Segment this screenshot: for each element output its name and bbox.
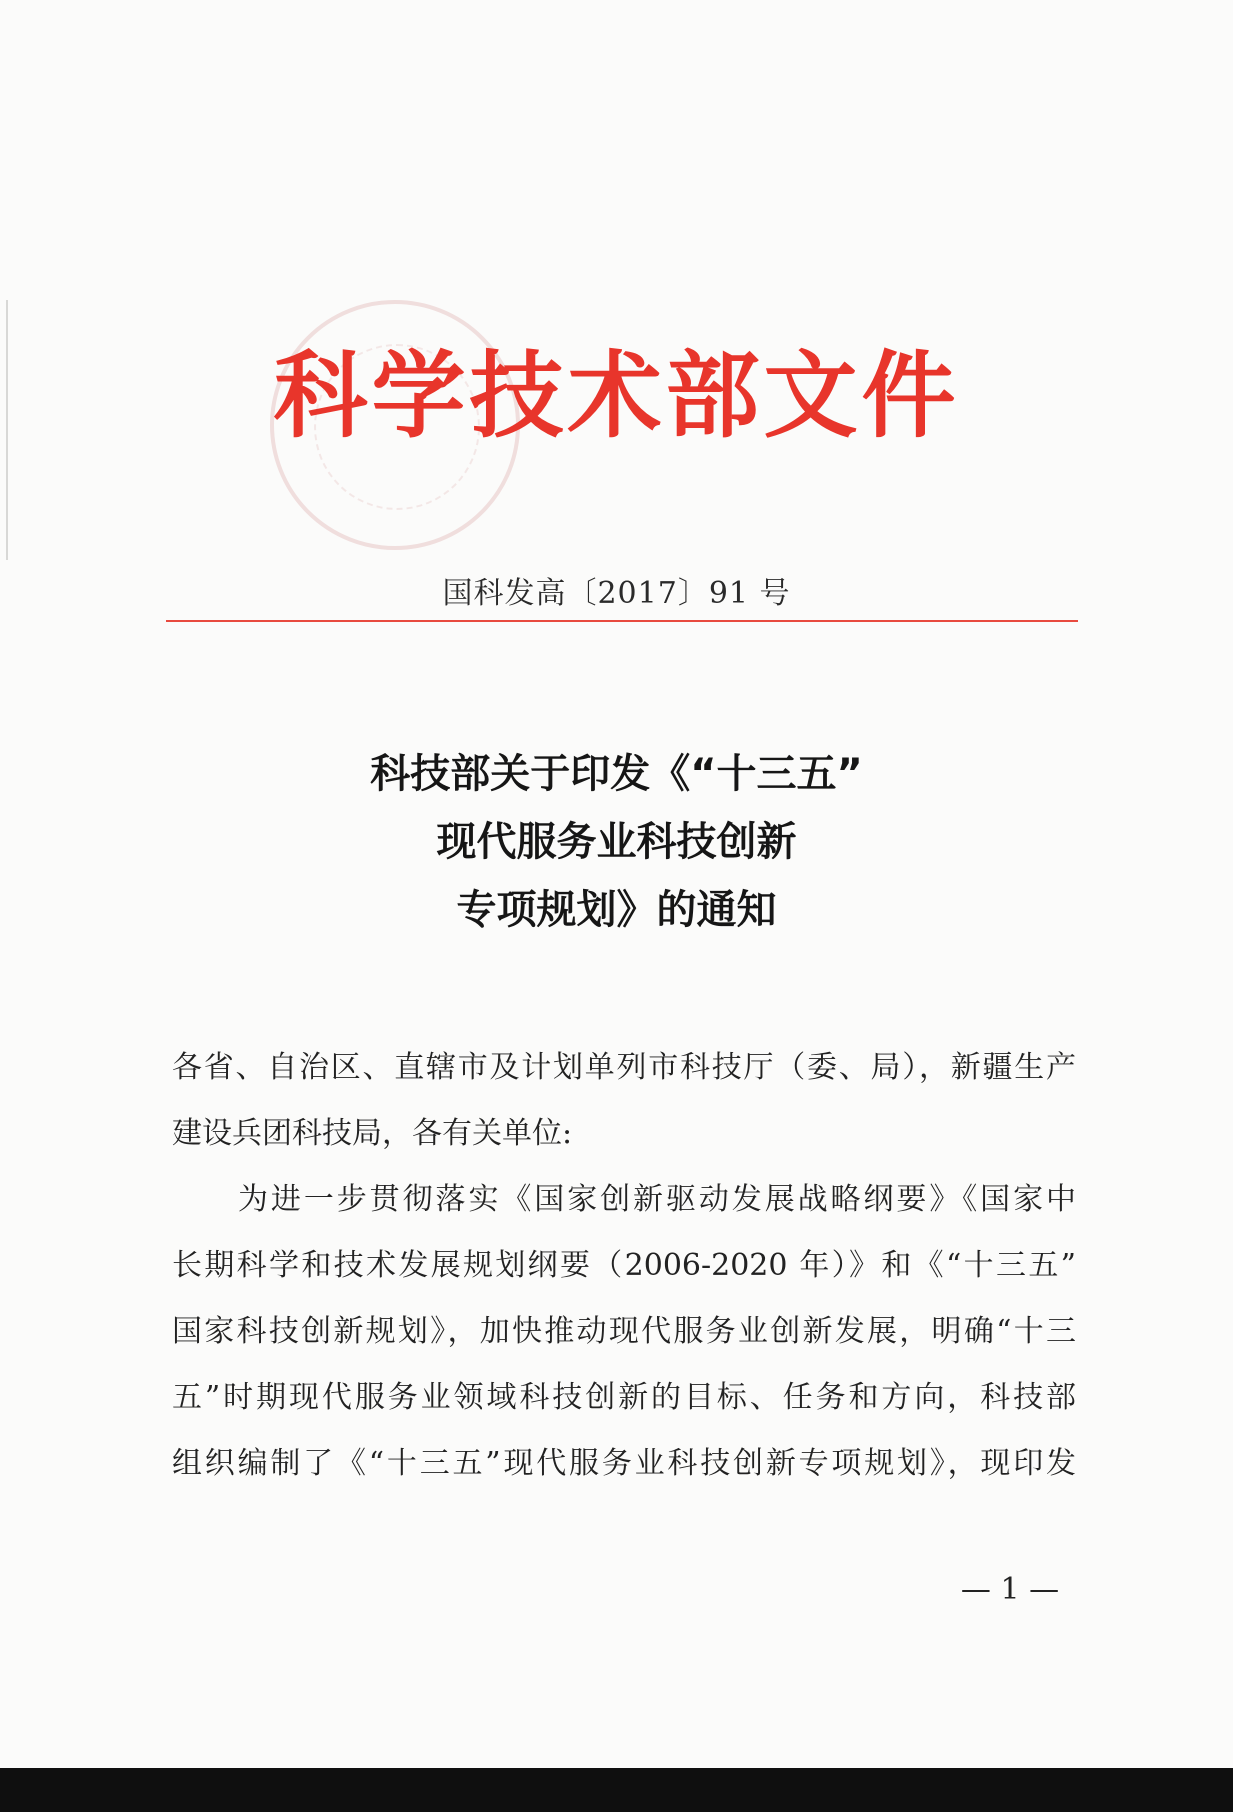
body-line: 五”时期现代服务业领域科技创新的目标、任务和方向，科技部 [172,1380,1076,1415]
body-line: 长期科学和技术发展规划纲要（2006-2020 年）》和《“十三五” [172,1248,1076,1283]
document-subject [0,740,1233,944]
body-line: 组织编制了《“十三五”现代服务业科技创新专项规划》，现印发 [172,1446,1076,1481]
document-body [172,1035,1076,1497]
body-line: 国家科技创新规划》，加快推动现代服务业创新发展，明确“十三 [172,1314,1076,1349]
document-header-title: 科学技术部文件 [273,342,960,451]
body-line: 建设兵团科技局，各有关单位: [172,1116,573,1151]
body-line: 为进一步贯彻落实《国家创新驱动发展战略纲要》《国家中 [238,1182,1076,1217]
scan-bottom-border [0,1768,1233,1812]
subject-line: 科技部关于印发《“十三五” [370,751,863,797]
document-number: 国科发高〔2017〕91 号 [442,576,791,611]
subject-line: 现代服务业科技创新 [436,819,797,865]
red-separator-rule [166,620,1078,622]
subject-line: 专项规划》的通知 [456,887,777,933]
page-number: — 1 — [960,1572,1060,1607]
body-line: 各省、自治区、直辖市及计划单列市科技厅（委、局），新疆生产 [172,1050,1076,1085]
